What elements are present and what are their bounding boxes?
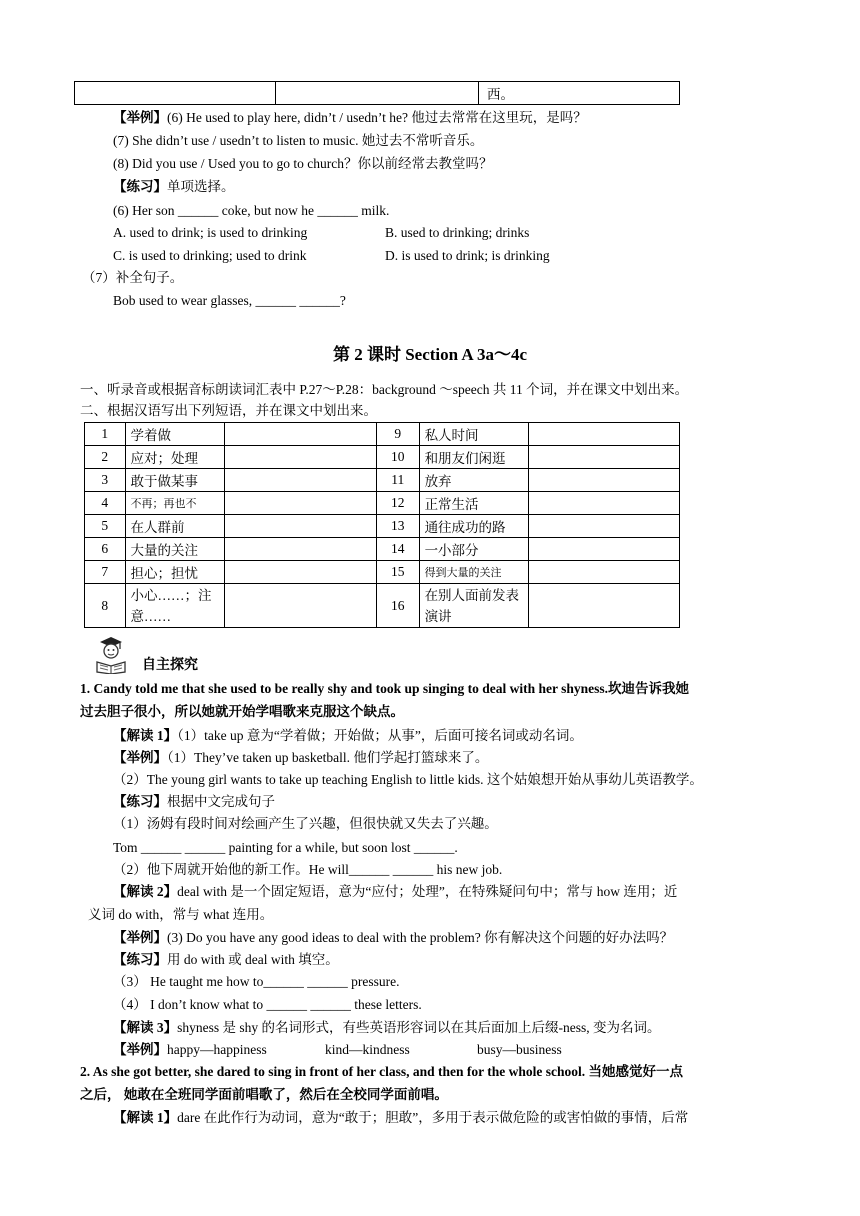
example-text: (3) Do you have any good ideas to deal with the problem? 你有解决这个问题的好办法吗？: [167, 930, 674, 945]
phrase-chinese: 在别人面前发表演讲: [419, 584, 528, 628]
phrase-chinese: 大量的关注: [125, 538, 224, 561]
example-line: （2）The young girl wants to take up teaching English to little kids. 这个姑娘想开始从事幼儿英语教学。: [113, 772, 703, 787]
phrase-number: 6: [85, 538, 126, 561]
explore-heading: 自主探究: [142, 658, 198, 673]
phrase-answer-blank[interactable]: [224, 423, 376, 446]
example-text: （1）They’ve taken up basketball. 他们学起打篮球来了。: [167, 750, 489, 765]
example-line: (7) She didn’t use / usedn’t to listen to music. 她过去不常听音乐。: [113, 133, 484, 148]
reading-text: shyness 是 shy 的名词形式，有些英语形容词以在其后面加上后缀-ness, 变为名词。: [177, 1020, 661, 1035]
phrase-row: [85, 492, 680, 515]
question: Bob used to wear glasses, ______ ______?: [113, 293, 346, 308]
practice-item: Tom ______ ______ painting for a while, but soon lost ______.: [113, 840, 458, 855]
phrase-number: 2: [85, 446, 126, 469]
reading-line: [113, 1109, 688, 1127]
phrase-answer-blank[interactable]: [528, 561, 679, 584]
practice-text: 用 do with 或 deal with 填空。: [167, 952, 339, 967]
phrase-chinese: 和朋友们闲逛: [419, 446, 528, 469]
phrase-answer-blank[interactable]: [224, 538, 376, 561]
practice-tag: 【练习】: [113, 179, 167, 194]
phrase-answer-blank[interactable]: [224, 446, 376, 469]
practice-item: （4） I don’t know what to ______ ______ these letters.: [113, 997, 422, 1012]
example-line: [113, 929, 673, 947]
instruction: 二、根据汉语写出下列短语，并在课文中划出来。: [80, 403, 377, 418]
phrase-number: 7: [85, 561, 126, 584]
sentence-1-translation: 过去胆子很小，所以她就开始学唱歌来克服这个缺点。: [80, 704, 404, 719]
phrase-chinese: 正常生活: [419, 492, 528, 515]
option: C. is used to drinking; used to drink: [113, 248, 307, 263]
phrase-number: 4: [85, 492, 126, 515]
phrase-chinese: 小心……；注意……: [125, 584, 224, 628]
example-line: [113, 1041, 267, 1059]
phrase-answer-blank[interactable]: [224, 561, 376, 584]
phrase-answer-blank[interactable]: [528, 584, 679, 628]
phrase-answer-blank[interactable]: [224, 469, 376, 492]
reading-tag: 【解读 1】: [113, 728, 178, 743]
phrase-number: 9: [376, 423, 419, 446]
reading-line: [113, 1019, 661, 1037]
section-title: 第 2 课时 Section A 3a～4c: [332, 345, 528, 364]
phrase-chinese: 应对；处理: [125, 446, 224, 469]
phrase-number: 3: [85, 469, 126, 492]
phrase-row: [85, 538, 680, 561]
phrase-answer-blank[interactable]: [528, 446, 679, 469]
practice-text: 单项选择。: [167, 179, 235, 194]
phrase-chinese: 放弃: [419, 469, 528, 492]
sentence-1: 1. Candy told me that she used to be really shy and took up singing to deal with her shyness.坎迪告诉我她: [80, 681, 689, 696]
phrase-answer-blank[interactable]: [528, 515, 679, 538]
reading-line: [113, 883, 677, 901]
example-text: busy—business: [477, 1042, 562, 1057]
phrase-chinese: 不再；再也不: [125, 492, 224, 515]
phrase-row: [85, 423, 680, 446]
phrase-chinese: 得到大量的关注: [419, 561, 528, 584]
phrase-chinese: 学着做: [125, 423, 224, 446]
practice-tag: 【练习】: [113, 952, 167, 967]
phrase-chinese: 在人群前: [125, 515, 224, 538]
example-line: [113, 109, 587, 127]
phrase-chinese: 私人时间: [419, 423, 528, 446]
phrase-row: [85, 446, 680, 469]
question-label: （7）补全句子。: [82, 270, 184, 285]
phrase-answer-blank[interactable]: [224, 515, 376, 538]
example-text: kind—kindness: [325, 1042, 410, 1057]
example-tag: 【举例】: [113, 750, 167, 765]
example-tag: 【举例】: [113, 1042, 167, 1057]
practice-line: [113, 951, 339, 969]
reading-tag: 【解读 3】: [113, 1020, 178, 1035]
phrase-number: 14: [376, 538, 419, 561]
example-line: [113, 749, 488, 767]
reading-tag: 【解读 2】: [113, 884, 178, 899]
option: A. used to drink; is used to drinking: [113, 225, 308, 240]
phrase-chinese: 一小部分: [419, 538, 528, 561]
instruction: 一、听录音或根据音标朗读词汇表中 P.27～P.28：background ～speech 共 11 个词，并在课文中划出来。: [80, 382, 689, 397]
phrase-number: 11: [376, 469, 419, 492]
phrase-row: [85, 584, 680, 628]
phrase-chinese: 敢于做某事: [125, 469, 224, 492]
question: (6) Her son ______ coke, but now he ______ milk.: [113, 203, 390, 218]
phrase-answer-blank[interactable]: [528, 469, 679, 492]
practice-text: 根据中文完成句子: [167, 794, 275, 809]
phrase-chinese: 通往成功的路: [419, 515, 528, 538]
phrase-number: 5: [85, 515, 126, 538]
phrase-row: [85, 561, 680, 584]
top-table: [74, 81, 680, 105]
top-table-cell: [276, 82, 479, 105]
reading-line: [113, 727, 583, 745]
option: D. is used to drink; is drinking: [385, 248, 550, 263]
reading-text: deal with 是一个固定短语，意为“应付；处理”，在特殊疑问句中；常与 how 连用；近: [177, 884, 678, 899]
practice-tag: 【练习】: [113, 794, 167, 809]
phrase-row: [85, 515, 680, 538]
phrase-answer-blank[interactable]: [224, 584, 376, 628]
sentence-2-translation: 之后， 她敢在全班同学面前唱歌了，然后在全校同学面前唱。: [80, 1087, 448, 1102]
phrase-chinese: 担心；担忧: [125, 561, 224, 584]
reading-text: dare 在此作行为动词，意为“敢于；胆敢”，多用于表示做危险的或害怕做的事情，后常: [177, 1110, 689, 1125]
practice-item: （1）汤姆有段时间对绘画产生了兴趣，但很快就又失去了兴趣。: [113, 816, 498, 831]
example-text: happy—happiness: [167, 1042, 267, 1057]
phrase-answer-blank[interactable]: [528, 538, 679, 561]
phrase-number: 13: [376, 515, 419, 538]
practice-item: （3） He taught me how to______ ______ pressure.: [113, 974, 400, 989]
phrase-number: 8: [85, 584, 126, 628]
practice-line: [113, 178, 235, 196]
example-tag: 【举例】: [113, 930, 167, 945]
phrase-number: 10: [376, 446, 419, 469]
reading-student-icon: [94, 636, 128, 674]
top-table-cell: [75, 82, 276, 105]
phrase-answer-blank[interactable]: [528, 423, 679, 446]
phrase-table: [84, 422, 680, 628]
phrase-answer-blank[interactable]: [224, 492, 376, 515]
reading-tag: 【解读 1】: [113, 1110, 178, 1125]
phrase-number: 12: [376, 492, 419, 515]
practice-item: （2）他下周就开始他的新工作。He will______ ______ his new job.: [113, 862, 503, 877]
sentence-2: 2. As she got better, she dared to sing in front of her class, and then for the whole school. 当她感觉好一点: [80, 1064, 684, 1079]
option: B. used to drinking; drinks: [385, 225, 530, 240]
phrase-answer-blank[interactable]: [528, 492, 679, 515]
phrase-number: 1: [85, 423, 126, 446]
phrase-number: 16: [376, 584, 419, 628]
practice-line: [113, 793, 275, 811]
reading-text: （1）take up 意为“学着做；开始做；从事”，后面可接名词或动名词。: [177, 728, 583, 743]
example-line: (8) Did you use / Used you to go to church？你以前经常去教堂吗？: [113, 156, 493, 171]
top-table-cell: 西。: [479, 82, 680, 105]
example-tag: 【举例】: [113, 110, 167, 125]
reading-line-cont: 义词 do with，常与 what 连用。: [88, 907, 274, 922]
phrase-row: [85, 469, 680, 492]
phrase-number: 15: [376, 561, 419, 584]
example-text: (6) He used to play here, didn’t / usedn’t he? 他过去常常在这里玩，是吗？: [167, 110, 587, 125]
